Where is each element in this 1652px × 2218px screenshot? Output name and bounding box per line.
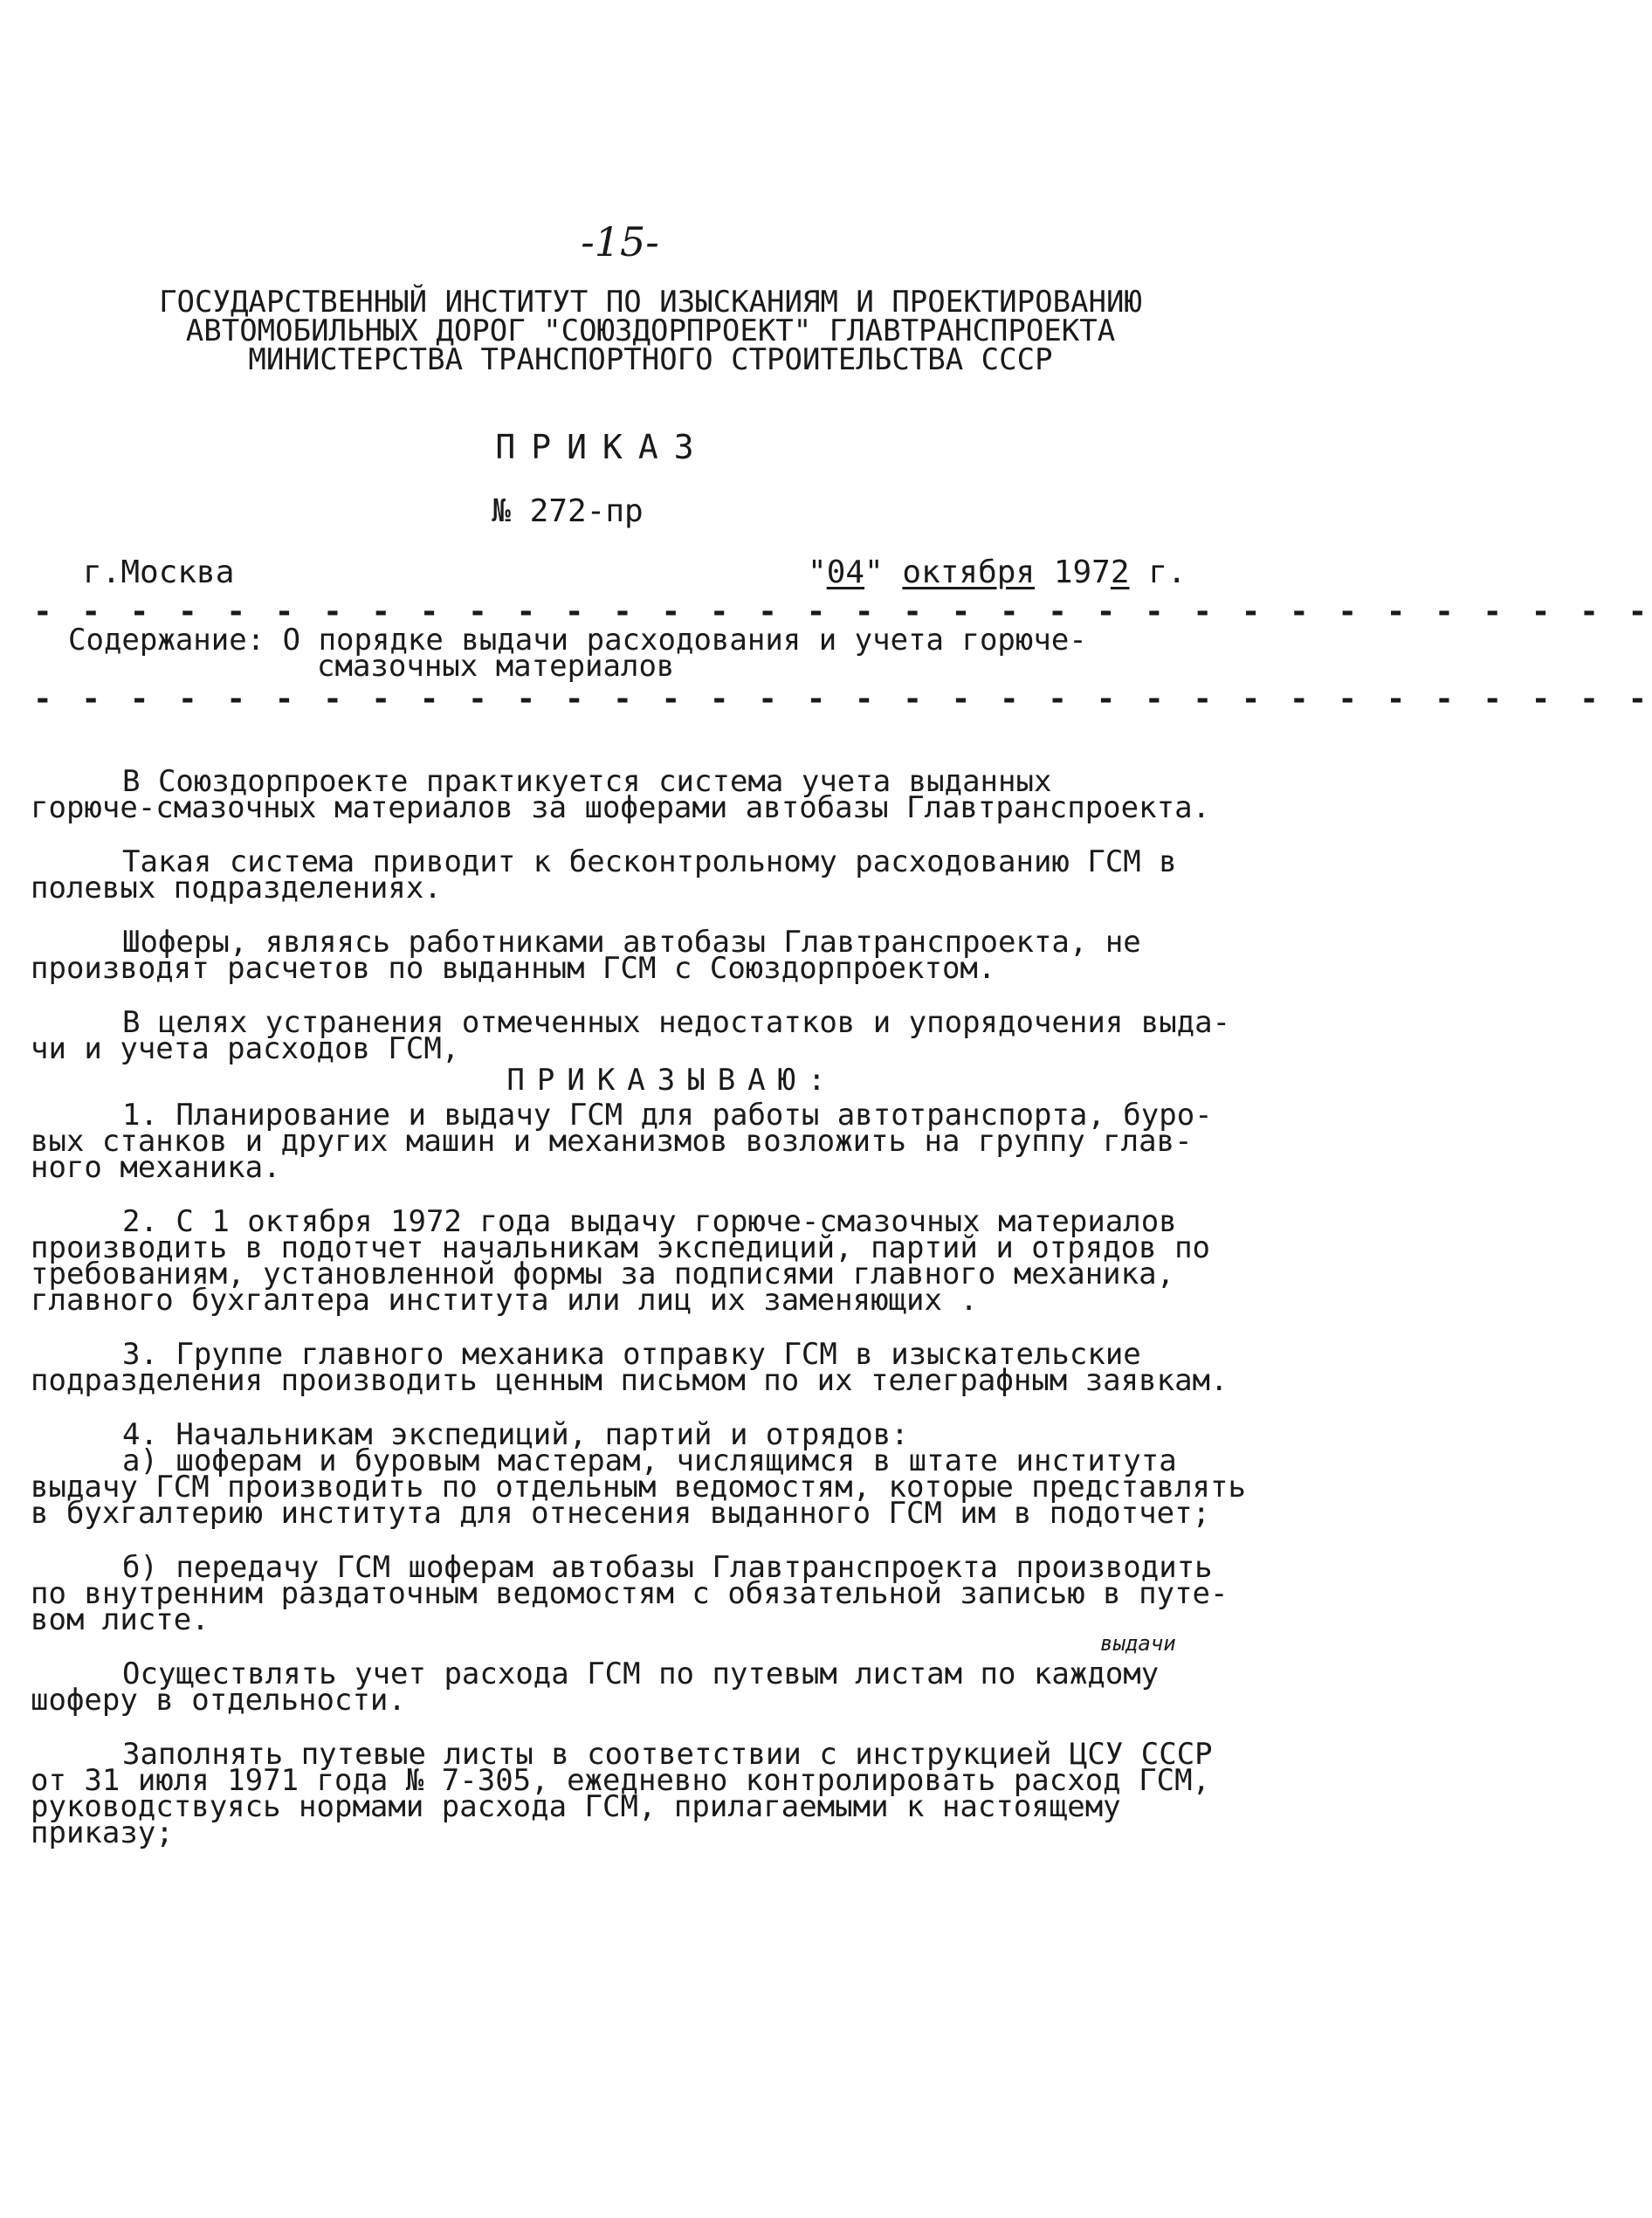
paragraph xyxy=(31,1098,1244,1185)
date-quote: " xyxy=(808,554,827,590)
city: г.Москва xyxy=(83,554,235,590)
text-line: Заполнять путевые листы в соответствии с инструкцией ЦСУ СССР xyxy=(122,1737,1213,1772)
text-line: в бухгалтерию института для отнесения выданного ГСМ им в подотчет; xyxy=(31,1496,1211,1531)
text-line: горюче-смазочных материалов за шоферами автобазы Главтранспроекта. xyxy=(31,790,1211,825)
text-line: от 31 июля 1971 года № 7-305, ежедневно контролировать расход ГСМ, xyxy=(31,1763,1211,1798)
paragraph xyxy=(31,844,1244,906)
text-line: 1. Планирование и выдачу ГСМ для работы автотранспорта, буро- xyxy=(122,1098,1213,1133)
institution-header xyxy=(105,285,1196,377)
text-line: В Союздорпроекте практикуется система учета выданных xyxy=(122,764,1052,799)
text-line: по внутренним раздаточным ведомостям с обязательной записью в путе- xyxy=(31,1576,1229,1611)
text-line: руководствуясь нормами расхода ГСМ, прилагаемыми к настоящему xyxy=(31,1789,1121,1824)
text-line: 4. Начальникам экспедиций, партий и отрядов: xyxy=(122,1417,909,1452)
divider-top: - - - - - - - - - - - - - - - - - - - - - - - - - - - - - - - - - - xyxy=(33,594,1652,630)
subject-block xyxy=(68,623,1203,684)
paragraph xyxy=(31,925,1244,986)
text-line: б) передачу ГСМ шоферам автобазы Главтранспроекта производить xyxy=(122,1550,1213,1585)
text-line: 2. С 1 октября 1972 года выдачу горюче-смазочных материалов xyxy=(122,1204,1177,1239)
text-line: Такая система приводит к бесконтрольному расходованию ГСМ в xyxy=(122,844,1177,879)
date-year-prefix: 197 xyxy=(1053,554,1111,590)
text-line: вом листе. xyxy=(31,1602,210,1637)
text-line: приказу; xyxy=(31,1815,174,1850)
text-line: Осуществлять учет расхода ГСМ по путевым листам по каждому xyxy=(122,1657,1160,1691)
date-quote: " xyxy=(864,554,903,590)
text-line: полевых подразделениях. xyxy=(31,871,442,906)
page-number: -15- xyxy=(581,218,659,265)
document-title: ПРИКАЗ xyxy=(495,428,710,466)
paragraph xyxy=(31,1737,1244,1850)
text-line: подразделения производить ценным письмом по их телеграфным заявкам. xyxy=(31,1363,1229,1398)
text-line: ного механика. xyxy=(31,1150,281,1185)
header-line: ГОСУДАРСТВЕННЫЙ ИНСТИТУТ ПО ИЗЫСКАНИЯМ И ПРОЕКТИРОВАНИЮ xyxy=(159,285,1142,320)
handwritten-insertion: выдачи xyxy=(1100,1631,1176,1656)
text-line: выдачу ГСМ производить по отдельным ведомостям, которые представлять xyxy=(31,1470,1246,1505)
paragraph xyxy=(31,1417,1246,1531)
text-line: вых станков и других машин и механизмов возложить на группу глав- xyxy=(31,1124,1193,1159)
text-line: Шоферы, являясь работниками автобазы Главтранспроекта, не xyxy=(122,925,1141,960)
date-month: октября xyxy=(902,554,1036,590)
paragraph xyxy=(31,1204,1244,1318)
date-year-digit: 2 xyxy=(1110,554,1130,590)
date-day: 04 xyxy=(826,554,865,590)
paragraph xyxy=(31,1005,1244,1066)
paragraph xyxy=(31,1550,1244,1637)
date-space xyxy=(1035,554,1054,590)
order-word: ПРИКАЗЫВАЮ: xyxy=(506,1063,838,1098)
text-line: 3. Группе главного механика отправку ГСМ в изыскательские xyxy=(122,1337,1141,1372)
document-body xyxy=(31,764,1246,1874)
paragraph xyxy=(31,1657,1244,1718)
text-line: производить в подотчет начальникам экспедиций, партий и отрядов по xyxy=(31,1230,1211,1265)
text-line: В целях устранения отмеченных недостатков и упорядочения выда- xyxy=(122,1005,1231,1040)
header-line: МИНИСТЕРСТВА ТРАНСПОРТНОГО СТРОИТЕЛЬСТВА СССР xyxy=(248,342,1053,377)
document-date xyxy=(808,554,1187,590)
paragraph xyxy=(31,764,1244,825)
header-line: АВТОМОБИЛЬНЫХ ДОРОГ "СОЮЗДОРПРОЕКТ" ГЛАВТРАНСПРОЕКТА xyxy=(185,313,1116,348)
subject-line: смазочных материалов xyxy=(317,649,675,684)
divider-bottom: - - - - - - - - - - - - - - - - - - - - - - - - - - - - - - - - - - xyxy=(33,681,1652,717)
date-suffix: г. xyxy=(1129,554,1187,590)
text-line: производят расчетов по выданным ГСМ с Союздорпроектом. xyxy=(31,951,996,986)
text-line: шоферу в отдельности. xyxy=(31,1683,406,1718)
text-line: требованиям, установленной формы за подписями главного механика, xyxy=(31,1257,1175,1292)
text-line: главного бухгалтера института или лиц их заменяющих . xyxy=(31,1283,978,1318)
subject-line: Содержание: О порядке выдачи расходования и учета горюче- xyxy=(68,623,1087,658)
text-line: чи и учета расходов ГСМ, xyxy=(31,1031,460,1066)
text-line: а) шоферам и буровым мастерам, числящимся в штате института xyxy=(122,1443,1177,1478)
document-number: № 272-пр xyxy=(492,493,644,529)
paragraph xyxy=(31,1337,1244,1398)
